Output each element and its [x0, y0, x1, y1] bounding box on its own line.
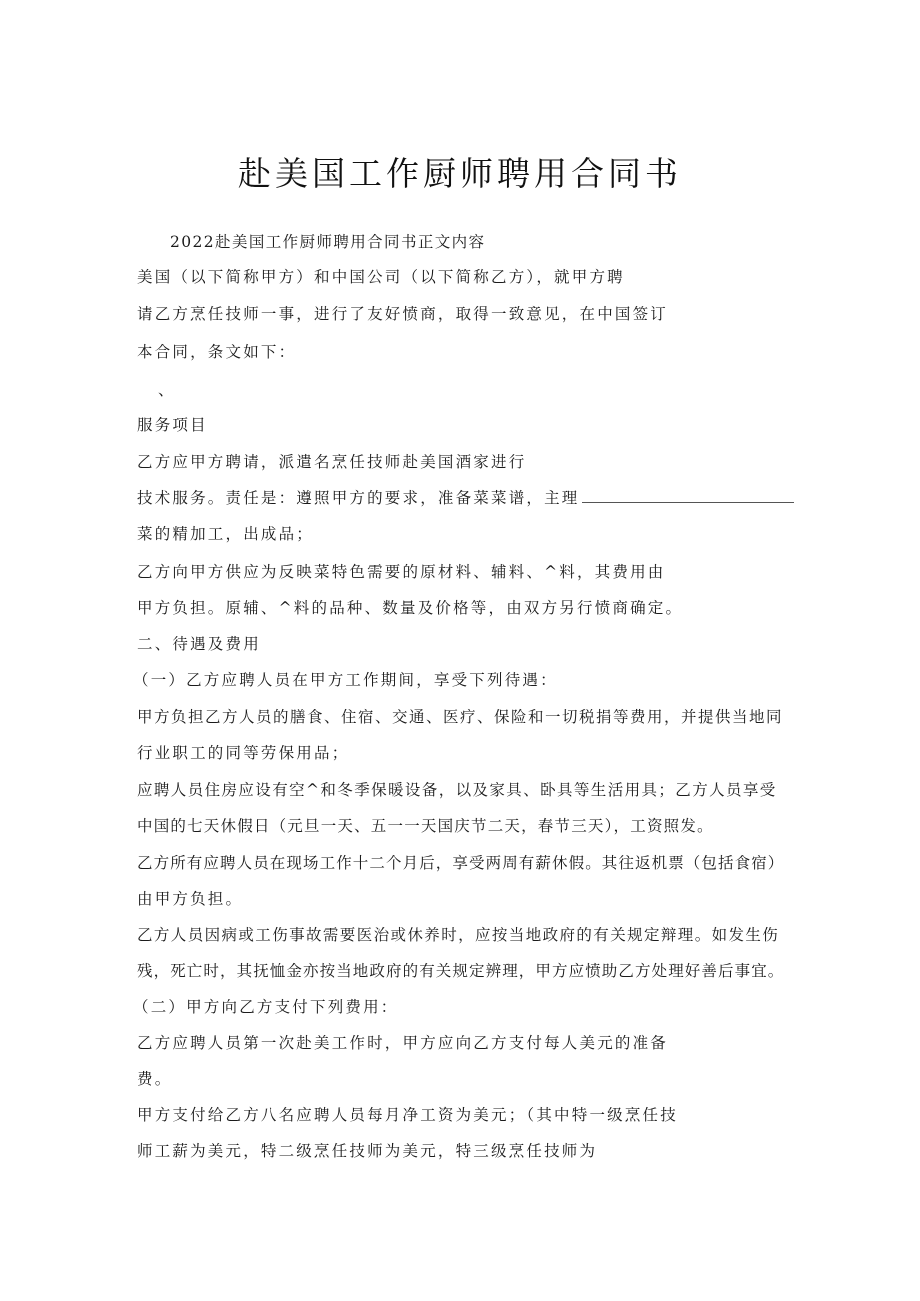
paragraph-line: 美国（以下简称甲方）和中国公司（以下简称乙方），就甲方聘 — [137, 268, 625, 286]
paragraph-line: 由甲方负担。 — [137, 890, 244, 908]
fill-in-blank — [582, 488, 794, 503]
document-title: 赴美国工作厨师聘用合同书 — [238, 154, 682, 193]
subsection-heading: （二）甲方向乙方支付下列费用： — [133, 998, 399, 1016]
paragraph-line: 乙方所有应聘人员在现场工作十二个月后，享受两周有薪休假。其往返机票（包括食宿） — [137, 854, 785, 872]
paragraph-line: 乙方应甲方聘请，派遣名烹任技师赴美国酒家进行 — [137, 453, 527, 471]
paragraph-line: 中国的七天休假日（元旦一天、五一一天国庆节二天，春节三天），工资照发。 — [137, 817, 714, 835]
intro-line: 2022赴美国工作厨师聘用合同书正文内容 — [170, 233, 486, 251]
paragraph-line: 师工薪为美元，特二级烹任技师为美元，特三级烹任技师为 — [137, 1142, 598, 1160]
paragraph-line: 行业职工的同等劳保用品； — [137, 744, 350, 762]
section-heading: 二、待遇及费用 — [137, 635, 261, 653]
paragraph-line — [137, 488, 794, 508]
section-heading: 服务项目 — [137, 416, 208, 434]
paragraph-line: 残，死亡时，其抚恤金亦按当地政府的有关规定辨理，甲方应愤助乙方处理好善后事宜。 — [137, 962, 785, 980]
paragraph-line: 甲方负担乙方人员的膳食、住宿、交通、医疗、保险和一切税捐等费用，并提供当地同 — [137, 708, 784, 726]
enumeration-mark: 、 — [158, 381, 176, 399]
paragraph-line: 甲方支付给乙方八名应聘人员每月净工资为美元；（其中特一级烹任技 — [137, 1106, 678, 1124]
paragraph-line: 菜的精加工，出成品； — [137, 525, 315, 543]
paragraph-line: 甲方负担。原辅、^料的品种、数量及价格等，由双方另行愤商确定。 — [137, 599, 684, 617]
paragraph-line: 乙方应聘人员第一次赴美工作时，甲方应向乙方支付每人美元的准备 — [137, 1034, 669, 1052]
subsection-heading: （一）乙方应聘人员在甲方工作期间，享受下列待遇： — [133, 671, 558, 689]
paragraph-line: 应聘人员住房应设有空^和冬季保暖设备，以及家具、卧具等生活用具；乙方人员享受 — [137, 781, 777, 799]
paragraph-line: 请乙方烹任技师一事，进行了友好愤商，取得一致意见，在中国签订 — [137, 305, 669, 323]
paragraph-line: 本合同，条文如下： — [137, 343, 297, 361]
paragraph-line: 乙方向甲方供应为反映菜特色需要的原材料、辅料、^料，其费用由 — [137, 563, 666, 581]
paragraph-line: 乙方人员因病或工伤事故需要医治或休养时，应按当地政府的有关规定辩理。如发生伤 — [137, 926, 780, 944]
paragraph-text: 技术服务。责任是：遵照甲方的要求，准备菜菜谱，主理 — [137, 489, 580, 507]
paragraph-line: 费。 — [137, 1070, 173, 1088]
